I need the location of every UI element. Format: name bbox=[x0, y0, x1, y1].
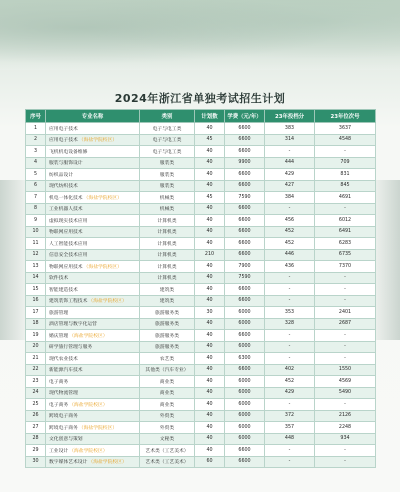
cell-tuition: 7590 bbox=[225, 272, 265, 284]
cell-2023-score: 353 bbox=[265, 307, 315, 319]
cell-index: 24 bbox=[26, 387, 46, 399]
cell-category: 旅游服务类 bbox=[140, 330, 195, 342]
cell-category: 电子与电工类 bbox=[140, 123, 195, 135]
cell-tuition: 6000 bbox=[225, 399, 265, 411]
cell-2023-score: 452 bbox=[265, 376, 315, 388]
cell-2023-rank: 4548 bbox=[315, 134, 376, 146]
cell-plan-count: 40 bbox=[195, 341, 225, 353]
campus-note: （海盐学院校区） bbox=[88, 299, 127, 305]
cell-major-name bbox=[46, 422, 140, 434]
table-row bbox=[26, 341, 376, 353]
cell-2023-score: 372 bbox=[265, 410, 315, 422]
table-body bbox=[26, 123, 376, 468]
major-name-text: 物联网应用技术 bbox=[49, 230, 83, 236]
cell-major-name bbox=[46, 387, 140, 399]
cell-2023-score: 448 bbox=[265, 433, 315, 445]
table-row bbox=[26, 284, 376, 296]
table-row bbox=[26, 353, 376, 365]
cell-2023-rank: - bbox=[315, 353, 376, 365]
cell-tuition: 6600 bbox=[225, 180, 265, 192]
table-row bbox=[26, 376, 376, 388]
cell-major-name bbox=[46, 192, 140, 204]
table-row bbox=[26, 272, 376, 284]
major-name-text: 跨境电子商务 bbox=[49, 425, 78, 431]
cell-plan-count: 40 bbox=[195, 157, 225, 169]
cell-plan-count: 40 bbox=[195, 295, 225, 307]
cell-index: 21 bbox=[26, 353, 46, 365]
cell-index: 19 bbox=[26, 330, 46, 342]
cell-tuition: 7590 bbox=[225, 192, 265, 204]
cell-index: 16 bbox=[26, 295, 46, 307]
cell-2023-score: - bbox=[265, 330, 315, 342]
cell-index: 5 bbox=[26, 169, 46, 181]
cell-2023-rank: 2687 bbox=[315, 318, 376, 330]
table-row bbox=[26, 157, 376, 169]
cell-major-name bbox=[46, 318, 140, 330]
cell-tuition: 6000 bbox=[225, 422, 265, 434]
cell-index: 15 bbox=[26, 284, 46, 296]
cell-plan-count: 60 bbox=[195, 456, 225, 468]
table-row bbox=[26, 422, 376, 434]
cell-index: 1 bbox=[26, 123, 46, 135]
cell-tuition: 6600 bbox=[225, 203, 265, 215]
cell-plan-count: 40 bbox=[195, 399, 225, 411]
cell-category: 农艺类 bbox=[140, 353, 195, 365]
cell-plan-count: 40 bbox=[195, 215, 225, 227]
cell-index: 8 bbox=[26, 203, 46, 215]
cell-2023-rank: - bbox=[315, 295, 376, 307]
cell-major-name bbox=[46, 284, 140, 296]
campus-note: （海盐学院校区） bbox=[78, 425, 118, 431]
cell-tuition: 6600 bbox=[225, 456, 265, 468]
cell-2023-rank: 4691 bbox=[315, 192, 376, 204]
major-name-text: 酒店管理与数字化运营 bbox=[49, 322, 97, 328]
cell-2023-score: - bbox=[265, 284, 315, 296]
major-name-text: 建筑装饰工程技术 bbox=[49, 299, 88, 305]
cell-category: 计算机类 bbox=[140, 261, 195, 273]
cell-category: 商业类 bbox=[140, 399, 195, 411]
cell-2023-score: 444 bbox=[265, 157, 315, 169]
cell-plan-count: 45 bbox=[195, 192, 225, 204]
table-row bbox=[26, 192, 376, 204]
major-name-text: 旅游管理 bbox=[49, 310, 69, 316]
cell-plan-count: 40 bbox=[195, 261, 225, 273]
cell-2023-score: 383 bbox=[265, 123, 315, 135]
cell-category: 旅游服务类 bbox=[140, 318, 195, 330]
cell-index: 23 bbox=[26, 376, 46, 388]
cell-2023-score: 456 bbox=[265, 215, 315, 227]
campus-note: （海盐学院校区） bbox=[78, 138, 118, 144]
cell-2023-score: - bbox=[265, 353, 315, 365]
cell-2023-rank: 2126 bbox=[315, 410, 376, 422]
cell-major-name bbox=[46, 226, 140, 238]
cell-tuition: 6600 bbox=[225, 364, 265, 376]
cell-2023-score: - bbox=[265, 341, 315, 353]
cell-index: 9 bbox=[26, 215, 46, 227]
major-name-text: 跨境电子商务 bbox=[49, 414, 78, 420]
cell-2023-rank: 831 bbox=[315, 169, 376, 181]
enrollment-plan-table bbox=[25, 109, 376, 468]
cell-tuition: 6600 bbox=[225, 215, 265, 227]
cell-index: 20 bbox=[26, 341, 46, 353]
cell-2023-rank: 845 bbox=[315, 180, 376, 192]
cell-category: 机械类 bbox=[140, 192, 195, 204]
cell-major-name bbox=[46, 180, 140, 192]
cell-tuition: 6600 bbox=[225, 238, 265, 250]
cell-2023-rank: 4569 bbox=[315, 376, 376, 388]
cell-plan-count: 45 bbox=[195, 134, 225, 146]
cell-plan-count: 40 bbox=[195, 410, 225, 422]
cell-major-name bbox=[46, 249, 140, 261]
cell-index: 6 bbox=[26, 180, 46, 192]
cell-2023-rank: - bbox=[315, 445, 376, 457]
cell-2023-score: 452 bbox=[265, 226, 315, 238]
cell-major-name bbox=[46, 364, 140, 376]
major-name-text: 数字媒体艺术设计 bbox=[49, 460, 88, 466]
cell-2023-score: - bbox=[265, 146, 315, 158]
cell-index: 18 bbox=[26, 318, 46, 330]
cell-tuition: 6600 bbox=[225, 445, 265, 457]
cell-category: 建筑类 bbox=[140, 295, 195, 307]
cell-category: 服装类 bbox=[140, 180, 195, 192]
cell-category: 艺术类（工艺美术） bbox=[140, 456, 195, 468]
table-row bbox=[26, 387, 376, 399]
cell-plan-count: 40 bbox=[195, 123, 225, 135]
cell-plan-count: 40 bbox=[195, 433, 225, 445]
cell-plan-count: 40 bbox=[195, 226, 225, 238]
cell-plan-count: 40 bbox=[195, 445, 225, 457]
cell-2023-rank: 6012 bbox=[315, 215, 376, 227]
cell-tuition: 6600 bbox=[225, 295, 265, 307]
cell-2023-rank: - bbox=[315, 341, 376, 353]
header-2023-rank: 23年位次号 bbox=[315, 110, 376, 123]
cell-2023-score: 402 bbox=[265, 364, 315, 376]
major-name-text: 文化创意与策划 bbox=[49, 437, 83, 443]
major-name-text: 机电一体化技术 bbox=[49, 195, 83, 201]
campus-note: （海盐学院校区） bbox=[69, 333, 108, 339]
cell-index: 2 bbox=[26, 134, 46, 146]
cell-major-name bbox=[46, 410, 140, 422]
cell-tuition: 6000 bbox=[225, 410, 265, 422]
campus-note: （海盐学院校区） bbox=[83, 264, 122, 270]
header-plan-count: 计划数 bbox=[195, 110, 225, 123]
table-row bbox=[26, 330, 376, 342]
table-row bbox=[26, 410, 376, 422]
table-row bbox=[26, 238, 376, 250]
cell-tuition: 6600 bbox=[225, 134, 265, 146]
table-row bbox=[26, 318, 376, 330]
cell-tuition: 6000 bbox=[225, 433, 265, 445]
table-row bbox=[26, 249, 376, 261]
cell-major-name bbox=[46, 123, 140, 135]
cell-category: 电子与电工类 bbox=[140, 146, 195, 158]
cell-tuition: 6000 bbox=[225, 341, 265, 353]
cell-category: 商业类 bbox=[140, 387, 195, 399]
cell-plan-count: 40 bbox=[195, 180, 225, 192]
cell-index: 13 bbox=[26, 261, 46, 273]
cell-major-name bbox=[46, 445, 140, 457]
cell-tuition: 6300 bbox=[225, 353, 265, 365]
major-name-text: 应用电子技术 bbox=[49, 126, 78, 132]
cell-2023-rank: - bbox=[315, 330, 376, 342]
table-header-row bbox=[26, 110, 376, 123]
background-scenery-left bbox=[0, 180, 25, 340]
cell-category: 文秘类 bbox=[140, 433, 195, 445]
cell-index: 10 bbox=[26, 226, 46, 238]
cell-major-name bbox=[46, 353, 140, 365]
major-name-text: 现代农业技术 bbox=[49, 356, 78, 362]
major-name-text: 婚庆管理 bbox=[49, 333, 69, 339]
table-row bbox=[26, 364, 376, 376]
major-name-text: 服装与服饰设计 bbox=[49, 161, 83, 167]
cell-2023-score: 436 bbox=[265, 261, 315, 273]
cell-tuition: 6000 bbox=[225, 307, 265, 319]
major-name-text: 物联网应用技术 bbox=[49, 264, 83, 270]
cell-index: 3 bbox=[26, 146, 46, 158]
cell-2023-score: - bbox=[265, 399, 315, 411]
cell-plan-count: 40 bbox=[195, 203, 225, 215]
campus-note: （海盐学院校区） bbox=[69, 402, 108, 408]
cell-category: 计算机类 bbox=[140, 272, 195, 284]
cell-major-name bbox=[46, 157, 140, 169]
cell-tuition: 6000 bbox=[225, 318, 265, 330]
cell-category: 旅游服务类 bbox=[140, 307, 195, 319]
major-name-text: 工业机器人技术 bbox=[49, 207, 83, 213]
cell-category: 外贸类 bbox=[140, 410, 195, 422]
campus-note: （海盐学院校区） bbox=[83, 195, 122, 201]
cell-major-name bbox=[46, 134, 140, 146]
cell-category: 电子与电工类 bbox=[140, 134, 195, 146]
cell-2023-rank: 2248 bbox=[315, 422, 376, 434]
cell-category: 旅游服务类 bbox=[140, 341, 195, 353]
cell-category: 计算机类 bbox=[140, 215, 195, 227]
cell-tuition: 6600 bbox=[225, 226, 265, 238]
cell-category: 服装类 bbox=[140, 157, 195, 169]
table-row bbox=[26, 433, 376, 445]
table-row bbox=[26, 134, 376, 146]
table-row bbox=[26, 203, 376, 215]
cell-category: 机械类 bbox=[140, 203, 195, 215]
cell-2023-rank: 6491 bbox=[315, 226, 376, 238]
cell-category: 服装类 bbox=[140, 169, 195, 181]
cell-major-name bbox=[46, 215, 140, 227]
table-row bbox=[26, 456, 376, 468]
cell-major-name bbox=[46, 238, 140, 250]
cell-2023-rank: 934 bbox=[315, 433, 376, 445]
cell-category: 计算机类 bbox=[140, 249, 195, 261]
major-name-text: 飞机机电设备维修 bbox=[49, 149, 88, 155]
header-background bbox=[0, 0, 400, 70]
table-row bbox=[26, 399, 376, 411]
major-name-text: 研学旅行管理与服务 bbox=[49, 345, 93, 351]
cell-major-name bbox=[46, 169, 140, 181]
cell-2023-score: - bbox=[265, 295, 315, 307]
cell-2023-rank: 7370 bbox=[315, 261, 376, 273]
cell-plan-count: 40 bbox=[195, 330, 225, 342]
header-category: 类别 bbox=[140, 110, 195, 123]
table-row bbox=[26, 146, 376, 158]
cell-category: 外贸类 bbox=[140, 422, 195, 434]
cell-tuition: 6600 bbox=[225, 123, 265, 135]
major-name-text: 现代纺织技术 bbox=[49, 184, 78, 190]
cell-plan-count: 40 bbox=[195, 284, 225, 296]
cell-major-name bbox=[46, 433, 140, 445]
header-2023-score: 23年投档分 bbox=[265, 110, 315, 123]
cell-2023-rank: 709 bbox=[315, 157, 376, 169]
major-name-text: 新能源汽车技术 bbox=[49, 368, 83, 374]
cell-2023-rank: - bbox=[315, 272, 376, 284]
cell-2023-rank: - bbox=[315, 203, 376, 215]
major-name-text: 电子商务 bbox=[49, 402, 69, 408]
cell-category: 商业类 bbox=[140, 376, 195, 388]
major-name-text: 工业设计 bbox=[49, 448, 69, 454]
cell-2023-score: 357 bbox=[265, 422, 315, 434]
cell-index: 4 bbox=[26, 157, 46, 169]
cell-2023-rank: - bbox=[315, 146, 376, 158]
table-row bbox=[26, 226, 376, 238]
table-row bbox=[26, 123, 376, 135]
cell-2023-rank: - bbox=[315, 399, 376, 411]
cell-2023-rank: 5490 bbox=[315, 387, 376, 399]
cell-index: 27 bbox=[26, 422, 46, 434]
cell-index: 14 bbox=[26, 272, 46, 284]
cell-index: 29 bbox=[26, 445, 46, 457]
cell-category: 计算机类 bbox=[140, 238, 195, 250]
cell-plan-count: 40 bbox=[195, 318, 225, 330]
table-row bbox=[26, 307, 376, 319]
cell-major-name bbox=[46, 376, 140, 388]
cell-major-name bbox=[46, 456, 140, 468]
cell-tuition: 6000 bbox=[225, 387, 265, 399]
cell-2023-score: - bbox=[265, 456, 315, 468]
cell-index: 17 bbox=[26, 307, 46, 319]
cell-2023-rank: - bbox=[315, 456, 376, 468]
major-name-text: 软件技术 bbox=[49, 276, 69, 282]
cell-2023-score: - bbox=[265, 272, 315, 284]
cell-2023-score: 314 bbox=[265, 134, 315, 146]
campus-note: （海盐学院校区） bbox=[88, 460, 127, 466]
table-row bbox=[26, 180, 376, 192]
cell-major-name bbox=[46, 146, 140, 158]
cell-index: 26 bbox=[26, 410, 46, 422]
cell-major-name bbox=[46, 307, 140, 319]
major-name-text: 应用电子技术 bbox=[49, 138, 78, 144]
cell-tuition: 6600 bbox=[225, 146, 265, 158]
cell-2023-score: 429 bbox=[265, 169, 315, 181]
enrollment-plan-table-container bbox=[25, 109, 375, 468]
cell-tuition: 6600 bbox=[225, 330, 265, 342]
major-name-text: 人工智能技术应用 bbox=[49, 241, 88, 247]
cell-2023-rank: - bbox=[315, 284, 376, 296]
cell-plan-count: 40 bbox=[195, 387, 225, 399]
cell-tuition: 6600 bbox=[225, 249, 265, 261]
cell-plan-count: 40 bbox=[195, 376, 225, 388]
cell-major-name bbox=[46, 295, 140, 307]
cell-plan-count: 40 bbox=[195, 364, 225, 376]
cell-major-name bbox=[46, 272, 140, 284]
header-tuition: 学费（元/年） bbox=[225, 110, 265, 123]
cell-index: 12 bbox=[26, 249, 46, 261]
table-row bbox=[26, 295, 376, 307]
cell-plan-count: 40 bbox=[195, 146, 225, 158]
cell-2023-rank: 2401 bbox=[315, 307, 376, 319]
campus-note: （海盐学院校区） bbox=[69, 448, 108, 454]
cell-category: 艺术类（工艺美术） bbox=[140, 445, 195, 457]
major-name-text: 纺织品设计 bbox=[49, 172, 73, 178]
cell-plan-count: 210 bbox=[195, 249, 225, 261]
cell-index: 30 bbox=[26, 456, 46, 468]
cell-index: 22 bbox=[26, 364, 46, 376]
cell-major-name bbox=[46, 330, 140, 342]
cell-major-name bbox=[46, 341, 140, 353]
page-title: 2024年浙江省单独考试招生计划 bbox=[114, 92, 286, 105]
cell-tuition: 6000 bbox=[225, 376, 265, 388]
major-name-text: 电子商务 bbox=[49, 379, 69, 385]
major-name-text: 虚拟现实技术应用 bbox=[49, 218, 88, 224]
cell-index: 28 bbox=[26, 433, 46, 445]
cell-category: 建筑类 bbox=[140, 284, 195, 296]
cell-major-name bbox=[46, 399, 140, 411]
cell-2023-score: 429 bbox=[265, 387, 315, 399]
cell-2023-score: 384 bbox=[265, 192, 315, 204]
cell-category: 计算机类 bbox=[140, 226, 195, 238]
header-major-name: 专业名称 bbox=[46, 110, 140, 123]
table-row bbox=[26, 261, 376, 273]
background-scenery-right bbox=[375, 180, 400, 340]
major-name-text: 信息安全技术应用 bbox=[49, 253, 88, 259]
cell-2023-rank: 6735 bbox=[315, 249, 376, 261]
cell-tuition: 9900 bbox=[225, 157, 265, 169]
cell-2023-score: 452 bbox=[265, 238, 315, 250]
cell-index: 11 bbox=[26, 238, 46, 250]
cell-plan-count: 40 bbox=[195, 353, 225, 365]
major-name-text: 现代物流管理 bbox=[49, 391, 78, 397]
cell-major-name bbox=[46, 261, 140, 273]
cell-2023-score: - bbox=[265, 203, 315, 215]
cell-2023-rank: 1550 bbox=[315, 364, 376, 376]
cell-plan-count: 40 bbox=[195, 272, 225, 284]
cell-category: 其他类（汽车专业） bbox=[140, 364, 195, 376]
table-row bbox=[26, 169, 376, 181]
cell-2023-score: 446 bbox=[265, 249, 315, 261]
cell-tuition: 7900 bbox=[225, 261, 265, 273]
cell-plan-count: 40 bbox=[195, 422, 225, 434]
cell-plan-count: 40 bbox=[195, 238, 225, 250]
cell-tuition: 6600 bbox=[225, 169, 265, 181]
header-index: 序号 bbox=[26, 110, 46, 123]
cell-plan-count: 30 bbox=[195, 307, 225, 319]
cell-index: 25 bbox=[26, 399, 46, 411]
major-name-text: 智能建造技术 bbox=[49, 287, 78, 293]
cell-2023-rank: 6283 bbox=[315, 238, 376, 250]
cell-2023-score: 328 bbox=[265, 318, 315, 330]
cell-tuition: 6600 bbox=[225, 284, 265, 296]
cell-2023-rank: 3637 bbox=[315, 123, 376, 135]
cell-plan-count: 40 bbox=[195, 169, 225, 181]
table-row bbox=[26, 215, 376, 227]
table-row bbox=[26, 445, 376, 457]
cell-major-name bbox=[46, 203, 140, 215]
cell-index: 7 bbox=[26, 192, 46, 204]
cell-2023-score: - bbox=[265, 445, 315, 457]
cell-2023-score: 427 bbox=[265, 180, 315, 192]
